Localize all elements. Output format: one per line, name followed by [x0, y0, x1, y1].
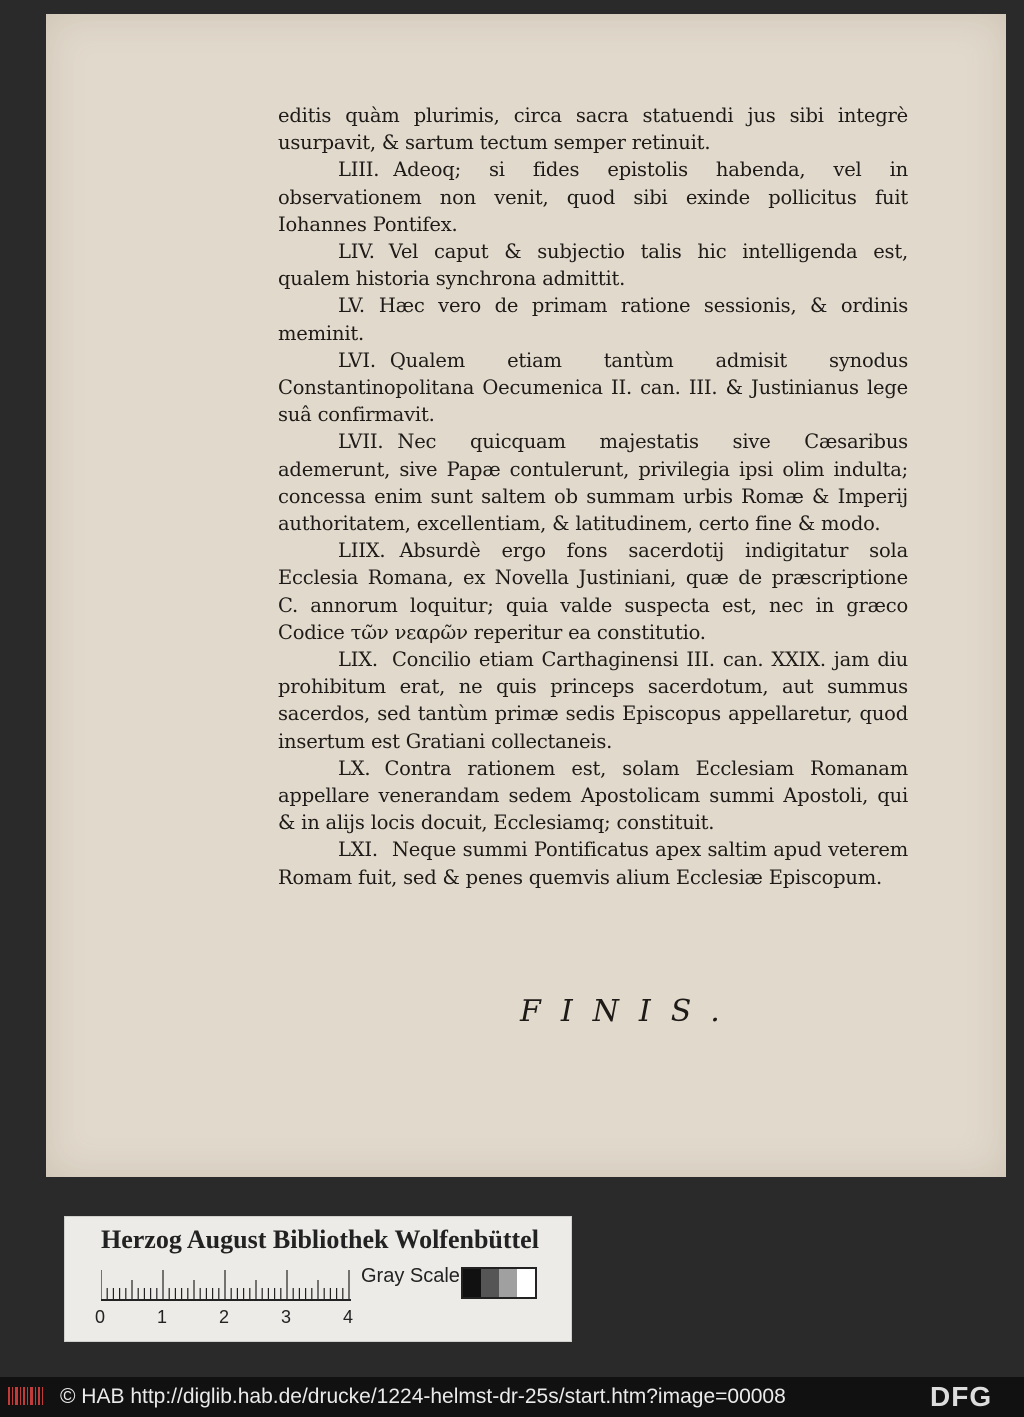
paragraph-LVI [278, 347, 908, 429]
paragraph-LIIX [278, 537, 908, 646]
paragraph-text: Qualem etiam tantùm admisit synodus Constantinopolitana Oecumenica II. can. III. & Justinianus lege suâ confirmavit. [278, 348, 908, 427]
gray-swatch [499, 1269, 517, 1297]
paragraph-text: Vel caput & subjectio talis hic intelligenda est, qualem historia synchrona admittit. [278, 240, 908, 291]
ruler-number: 0 [95, 1307, 106, 1327]
paragraph-text: Nec quicquam majestatis sive Cæsaribus ademerunt, sive Papæ contulerunt, privilegia ipsi olim indulta; concessa enim sunt saltem ob summam urbis Romæ & Imperij authoritatem, excellentiam, & latitudinem, certo fine & modo. [278, 430, 908, 536]
paragraph-text: Hæc vero de primam ratione sessionis, & ordinis meminit. [278, 294, 908, 345]
footer-bar [0, 1377, 1024, 1417]
footer-source-url: © HAB http://diglib.hab.de/drucke/1224-helmst-dr-25s/start.htm?image=00008 [60, 1385, 786, 1408]
ruler-number: 1 [157, 1307, 168, 1327]
paragraph-number: LXI. [338, 838, 378, 862]
gray-swatch [517, 1269, 535, 1297]
paragraph-LIII [278, 156, 908, 238]
gray-scale-swatches [461, 1267, 537, 1299]
finis-heading: FINIS. [520, 994, 740, 1029]
paragraph-number: LX. [338, 756, 371, 780]
dfg-logo: DFG [930, 1381, 993, 1412]
paragraph-number: LVII. [338, 430, 384, 454]
paragraph-number: LIV. [338, 240, 375, 264]
ruler-number: 4 [343, 1307, 354, 1327]
gray-swatch [463, 1269, 481, 1297]
paragraph-text: editis quàm plurimis, circa sacra statuendi jus sibi integrè usurpavit, & sartum tectum semper retinuit. [278, 104, 908, 155]
ruler-number: 3 [281, 1307, 292, 1327]
document-text [278, 102, 908, 891]
paragraph-number: LVI. [338, 348, 376, 372]
paragraph-LXI [278, 836, 908, 890]
paragraph-text: Contra rationem est, solam Ecclesiam Romanam appellare venerandam sedem Apostolicam summi Apostoli, qui & in alijs locis docuit, Ecclesiamq; constituit. [278, 756, 908, 835]
ruler-icon [101, 1269, 361, 1301]
paragraph-text: Absurdè ergo fons sacerdotij indigitatur sola Ecclesia Romana, ex Novella Justiniani, quæ de præscriptione C. annorum loquitur; quia valde suspecta est, nec in græco Codice τῶν νεαρῶν reperitur ea constitutio. [278, 539, 908, 644]
paragraph-LX [278, 755, 908, 837]
library-name: Herzog August Bibliothek Wolfenbüttel [101, 1225, 539, 1254]
paragraph-0 [278, 102, 908, 156]
paragraph-number: LIII. [338, 158, 380, 182]
paragraph-LIX [278, 646, 908, 755]
paragraph-LVII [278, 428, 908, 537]
paragraph-number: LV. [338, 294, 365, 318]
paragraph-number: LIX. [338, 648, 378, 672]
paragraph-text: Adeoq; si fides epistolis habenda, vel in observationem non venit, quod sibi exinde pollicitus fuit Iohannes Pontifex. [278, 158, 908, 236]
paragraph-LIV [278, 238, 908, 292]
hab-barcode-icon [8, 1385, 48, 1407]
paragraph-LV [278, 292, 908, 346]
scanned-page [46, 14, 1006, 1177]
gray-swatch [481, 1269, 499, 1297]
paragraph-text: Concilio etiam Carthaginensi III. can. XXIX. jam diu prohibitum erat, ne quis princeps sacerdotum, aut summus sacerdos, sed tantùm primæ sedis Episcopus appellaretur, quod insertum est Gratiani collectaneis. [278, 648, 908, 753]
gray-scale-label: Gray Scale [361, 1265, 460, 1287]
paragraph-text: Neque summi Pontificatus apex saltim apud veterem Romam fuit, sed & penes quemvis alium Ecclesiæ Episcopum. [278, 838, 908, 889]
paragraph-number: LIIX. [338, 539, 386, 563]
library-color-card [64, 1216, 572, 1342]
ruler-number: 2 [219, 1307, 230, 1327]
